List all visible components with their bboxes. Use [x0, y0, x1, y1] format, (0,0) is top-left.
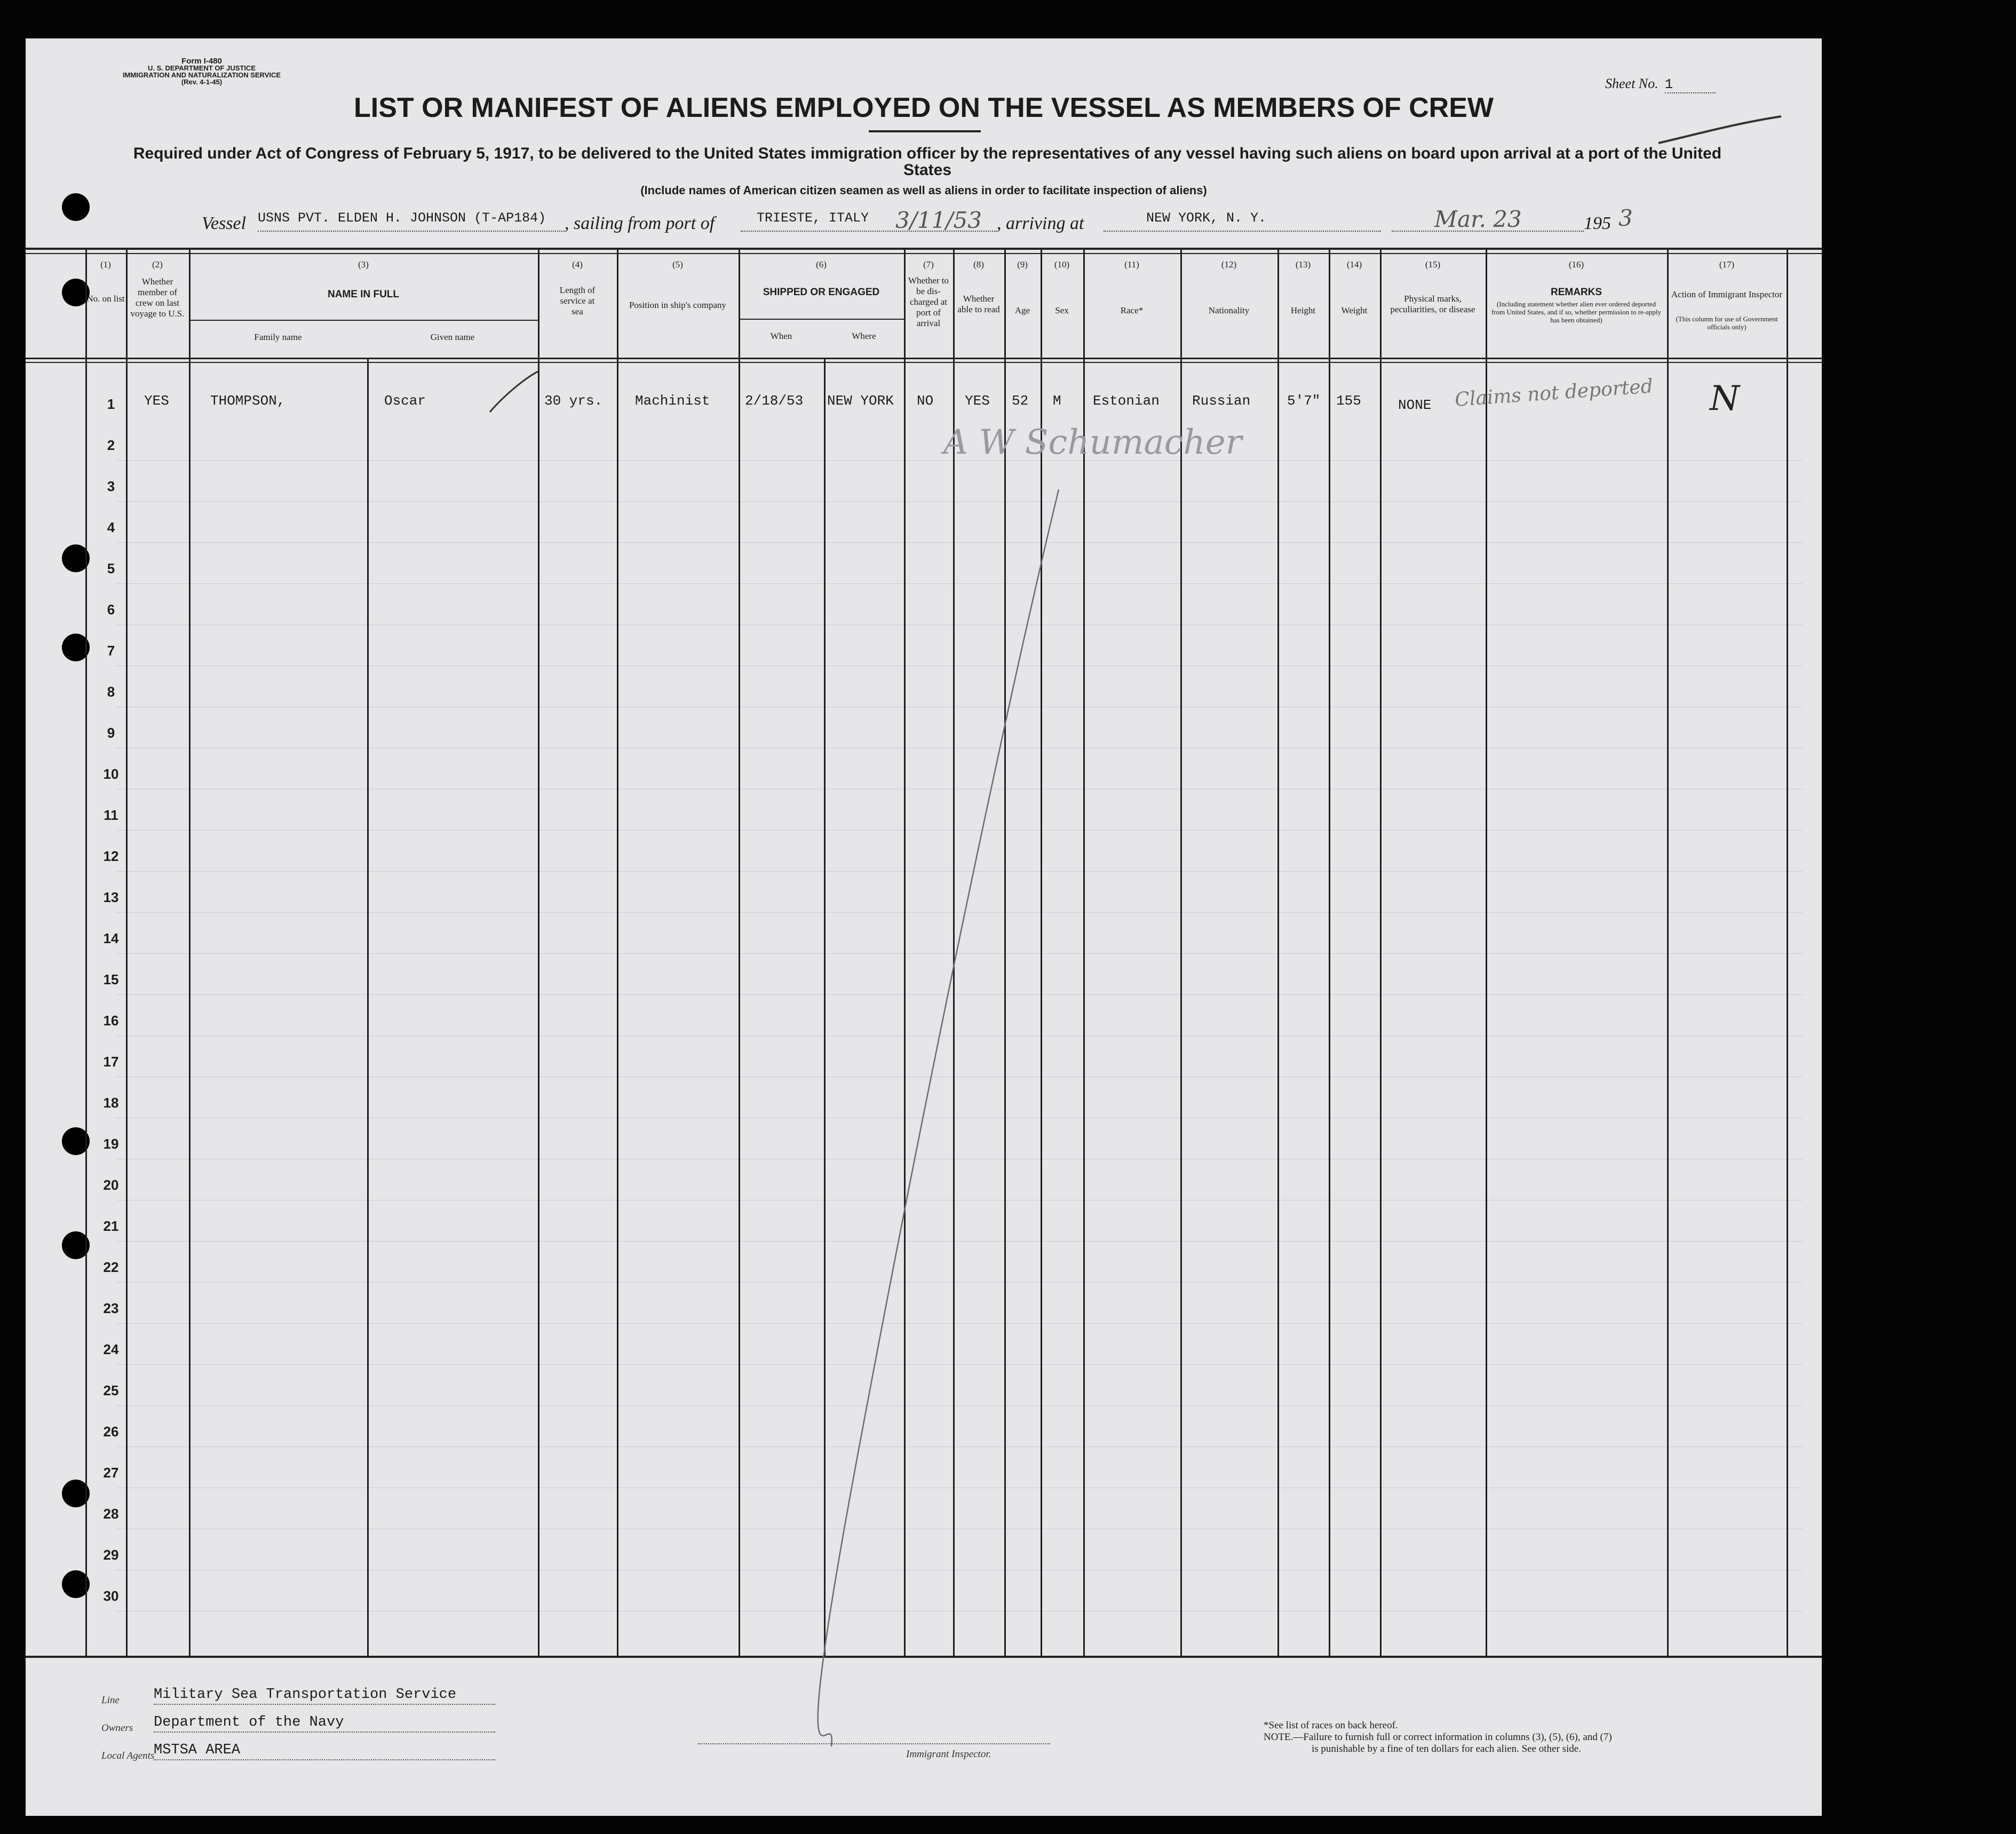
row-ruling: [116, 624, 1803, 625]
row-number: 26: [103, 1424, 119, 1440]
owners-value: Department of the Navy: [154, 1714, 495, 1733]
line-label: Line: [101, 1695, 120, 1706]
row-ruling: [116, 1282, 1803, 1283]
row-number: 2: [107, 437, 115, 453]
row-number: 3: [107, 478, 115, 494]
position-cell: Machinist: [635, 393, 710, 409]
sailing-label: , sailing from port of: [565, 214, 715, 233]
owners-label: Owners: [101, 1722, 133, 1734]
header-bottom-rule: [26, 358, 1822, 359]
row-number: 13: [103, 889, 119, 905]
discharged-cell: NO: [917, 393, 934, 409]
col-9-header: Age: [1014, 305, 1030, 315]
table-top-rule-inner: [26, 253, 1822, 254]
age-cell: 52: [1012, 393, 1029, 409]
marks-cell: NONE: [1398, 397, 1432, 413]
col-14-number: (14): [1346, 259, 1362, 270]
sheet-number: [1605, 76, 1716, 93]
agents-value: MSTSA AREA: [154, 1742, 495, 1760]
footnote-fine: is punishable by a fine of ten dollars for each alien. See other side.: [1312, 1743, 1581, 1754]
row-number: 16: [103, 1013, 119, 1029]
col-8-header: Whether able to read: [957, 294, 1000, 314]
table-top-rule: [26, 248, 1822, 250]
weight-cell: 155: [1336, 393, 1361, 409]
manifest-sheet: [26, 38, 1822, 1816]
row-number: 17: [103, 1054, 119, 1070]
row-ruling: [116, 1446, 1803, 1447]
header-subrule-shipped: [739, 319, 904, 320]
row-ruling: [116, 1364, 1803, 1365]
line-value: Military Sea Transportation Service: [154, 1687, 495, 1705]
row-ruling: [116, 1323, 1803, 1324]
row-ruling: [116, 1405, 1803, 1406]
row-number: 23: [103, 1300, 119, 1316]
col-13-header: Height: [1290, 305, 1316, 315]
row-ruling: [116, 501, 1803, 502]
height-cell: 5'7": [1287, 393, 1321, 409]
column-divider: [1329, 250, 1330, 1656]
row-ruling: [116, 912, 1803, 913]
col-4-number: (4): [572, 259, 583, 270]
column-divider: [1787, 250, 1788, 1656]
check-tick: [490, 371, 538, 412]
col-11-number: (11): [1124, 259, 1139, 270]
read-cell: YES: [965, 393, 990, 409]
year-handwritten: 3: [1618, 205, 1633, 231]
column-divider: [85, 250, 87, 1656]
nationality-cell: Russian: [1192, 393, 1251, 409]
form-identifier: [100, 58, 303, 85]
col-2-number: (2): [152, 259, 163, 270]
col-3-number: (3): [358, 259, 369, 270]
col-3-header: NAME IN FULL: [327, 289, 400, 300]
column-divider: [1486, 250, 1487, 1656]
form-number: Form I-480: [181, 57, 222, 66]
row-ruling: [116, 1035, 1803, 1036]
sheet-label: Sheet No.: [1605, 76, 1658, 91]
col-6a-header: When: [770, 331, 792, 341]
instruction-note: (Include names of American citizen seamen as well as aliens in order to facilitate inspection of aliens): [640, 184, 1207, 197]
row-number: 6: [107, 602, 115, 618]
col-11-header: Race*: [1120, 305, 1144, 315]
inspector-label: Immigrant Inspector.: [906, 1749, 991, 1760]
revision: (Rev. 4-1-45): [181, 78, 223, 86]
arrival-date-handwritten: Mar. 23: [1434, 206, 1522, 232]
row-number: 7: [107, 643, 115, 659]
row-ruling: [116, 871, 1803, 872]
arriving-label: , arriving at: [997, 214, 1084, 233]
col-10-number: (10): [1054, 259, 1070, 270]
row-number: 24: [103, 1341, 119, 1357]
table-bottom-rule: [26, 1656, 1822, 1658]
row-number: 22: [103, 1259, 119, 1275]
row-number: 29: [103, 1547, 119, 1563]
column-divider: [904, 250, 906, 1656]
row-number: 9: [107, 725, 115, 741]
col-1-number: (1): [100, 259, 111, 270]
col-3b-header: Given name: [430, 332, 475, 342]
col-8-number: (8): [973, 259, 984, 270]
row-ruling: [116, 994, 1803, 995]
col-12-number: (12): [1221, 259, 1237, 270]
row-number: 4: [107, 519, 115, 535]
row-number: 25: [103, 1382, 119, 1398]
column-divider: [126, 250, 128, 1656]
column-divider: [824, 359, 826, 1656]
column-divider: [1380, 250, 1382, 1656]
agents-label: Local Agents: [101, 1750, 155, 1761]
col-16-subheader: (Including statement whether alien ever ordered deported from United States, and if so, whether permission to re-apply has been obtained): [1491, 300, 1662, 324]
header-bottom-rule-inner: [26, 362, 1822, 363]
col-2-header: Whether member of crew on last voyage to U.S.: [130, 276, 185, 319]
inspector-mark: N: [1710, 379, 1740, 418]
row-number: 10: [103, 766, 119, 782]
col-17-subheader: (This column for use of Government officials only): [1676, 315, 1778, 331]
col-13-number: (13): [1295, 259, 1311, 270]
title-underline: [869, 130, 981, 132]
column-divider: [367, 359, 369, 1656]
service-name: IMMIGRATION AND NATURALIZATION SERVICE: [122, 71, 281, 79]
col-15-header: Physical marks, peculiarities, or disease: [1390, 294, 1475, 314]
col-6b-header: Where: [852, 331, 876, 341]
column-divider: [1667, 250, 1669, 1656]
footnote: [1264, 1720, 1612, 1755]
col-16-header: REMARKS: [1550, 287, 1602, 298]
footnote-note: NOTE.—Failure to furnish full or correct information in columns (3), (5), (6), and (7): [1264, 1732, 1612, 1743]
port-to: NEW YORK, N. Y.: [1104, 210, 1381, 232]
remarks-handwritten: Claims not deported: [1454, 375, 1654, 411]
row-number: 19: [103, 1136, 119, 1152]
sex-cell: M: [1053, 393, 1061, 409]
vessel-name: USNS PVT. ELDEN H. JOHNSON (T-AP184): [258, 210, 565, 232]
col-9-number: (9): [1017, 259, 1028, 270]
row-number: 5: [107, 560, 115, 576]
sailing-date-handwritten: 3/11/53: [895, 207, 982, 233]
col-12-header: Nationality: [1208, 305, 1250, 315]
header-subrule-name: [189, 320, 538, 321]
col-14-header: Weight: [1341, 305, 1368, 315]
row-number: 27: [103, 1465, 119, 1481]
col-10-header: Sex: [1055, 305, 1069, 315]
row-number: 18: [103, 1095, 119, 1111]
where-cell: NEW YORK: [827, 393, 894, 409]
signature-handwritten: A W Schumacher: [943, 423, 1242, 462]
voyage-line: [202, 205, 1749, 237]
sheet-value: 1: [1665, 76, 1716, 93]
column-divider: [739, 250, 740, 1656]
col-6-number: (6): [816, 259, 827, 270]
col-16-number: (16): [1568, 259, 1584, 270]
row-number: 15: [103, 971, 119, 987]
column-divider: [189, 250, 191, 1656]
race-cell: Estonian: [1093, 393, 1160, 409]
document-subtitle: Required under Act of Congress of February 5, 1917, to be delivered to the United States immigration officer by the representatives of any vessel having such aliens on board upon arrival at a port of the United States: [133, 145, 1722, 179]
column-divider: [1277, 250, 1279, 1656]
col-7-header: Whether to be dis-charged at port of arrival: [908, 275, 949, 328]
last-voyage-cell: YES: [144, 393, 169, 409]
row-ruling: [116, 953, 1803, 954]
col-3a-header: Family name: [254, 332, 302, 342]
when-cell: 2/18/53: [745, 393, 804, 409]
col-15-number: (15): [1425, 259, 1441, 270]
document-title: LIST OR MANIFEST OF ALIENS EMPLOYED ON THE VESSEL AS MEMBERS OF CREW: [354, 92, 1494, 123]
col-1-header: No. on list: [86, 294, 125, 304]
inspector-signature-line: [698, 1743, 1050, 1744]
column-divider: [617, 250, 618, 1656]
col-17-number: (17): [1719, 259, 1735, 270]
col-5-header: Position in ship's company: [629, 300, 727, 310]
col-5-number: (5): [672, 259, 683, 270]
row-number: 30: [103, 1588, 119, 1604]
col-6-header: SHIPPED OR ENGAGED: [763, 287, 880, 298]
row-number: 1: [107, 396, 115, 412]
row-number: 14: [103, 930, 119, 946]
year-prefix: 195: [1584, 214, 1611, 233]
col-7-number: (7): [923, 259, 934, 270]
row-ruling: [116, 1241, 1803, 1242]
given-name-cell: Oscar: [384, 393, 426, 409]
row-number: 20: [103, 1177, 119, 1193]
vessel-label: Vessel: [202, 214, 247, 233]
department: U. S. DEPARTMENT OF JUSTICE: [148, 64, 256, 72]
family-name-cell: THOMPSON,: [210, 393, 285, 409]
row-number: 21: [103, 1218, 119, 1234]
row-number: 11: [104, 807, 118, 823]
port-from: TRIESTE, ITALY: [741, 210, 997, 232]
row-ruling: [116, 583, 1803, 584]
row-number: 8: [107, 684, 115, 700]
row-ruling: [116, 830, 1803, 831]
service-cell: 30 yrs.: [544, 393, 603, 409]
column-divider: [538, 250, 539, 1656]
row-ruling: [116, 542, 1803, 543]
col-17-header: Action of Immigrant Inspector: [1671, 289, 1783, 299]
col-4-header: Length of service at sea: [559, 285, 596, 317]
footnote-races: *See list of races on back hereof.: [1264, 1720, 1398, 1731]
row-number: 12: [103, 848, 119, 864]
row-number: 28: [103, 1506, 119, 1522]
